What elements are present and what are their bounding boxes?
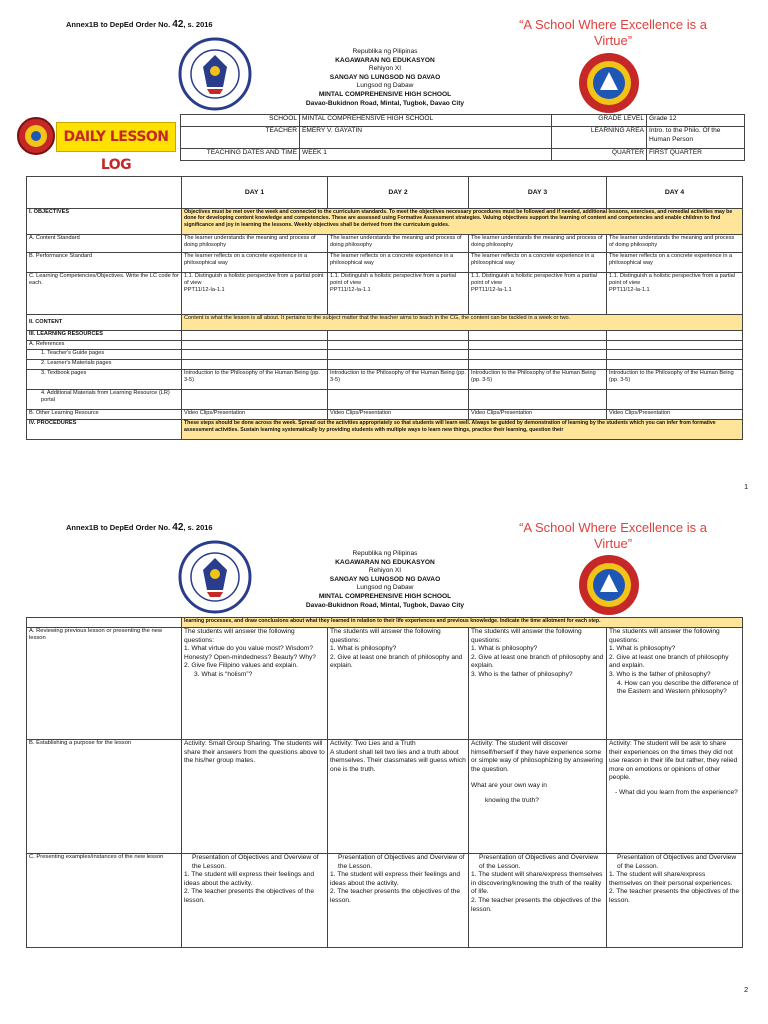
addl-cell (328, 390, 469, 410)
day-1-header: DAY 1 (182, 177, 328, 209)
other-resource-day3: Video Clips/Presentation (469, 410, 607, 420)
content-standard-day4: The learner understands the meaning and process of doing philosophy (607, 235, 743, 253)
reviewing-day1: The students will answer the following questions: 1. What virtue do you value most? Wisdom? Honesty? Open-mindedness? Beauty? Why? 2. Give five Filipino values and explain. 3. What is “holism”? (182, 628, 328, 740)
area-value: Intro. to the Philo. Of the Human Person (647, 127, 745, 149)
textbook-day4: Introduction to the Philosophy of the Human Being (pp. 3-5) (607, 370, 743, 390)
performance-standard-day3: The learner reflects on a concrete experience in a philosophical way (469, 253, 607, 273)
deped-small-seal-icon (16, 116, 56, 156)
presenting-day2: Presentation of Objectives and Overview of the Lesson. 1. The student will express their feelings and ideas about the activity. 2. The teacher presents the objectives of the lesson. (328, 854, 469, 948)
learning-resources-label: III. LEARNING RESOURCES (27, 331, 182, 341)
school-motto: “A School Where Excellence is a Virtue” (519, 17, 707, 48)
lr-cell (182, 331, 328, 341)
ref-cell (469, 341, 607, 350)
teacher-label: TEACHER (181, 127, 300, 149)
reviewing-day3: The students will answer the following questions: 1. What is philosophy? 2. Give at least one branch of philosophy and explain. 3. Who is the father of philosophy? (469, 628, 607, 740)
tg-cell (182, 350, 328, 360)
procedures-table (26, 617, 743, 948)
competencies-label: C. Learning Competencies/Objectives. Write the LC code for each. (27, 273, 182, 315)
header-blank-cell (27, 177, 182, 209)
presenting-day4: Presentation of Objectives and Overview of the Lesson. 1. The student will share/express themselves on their personal experiences. 2. The teacher presents the objectives of the lesson. (607, 854, 743, 948)
ref-cell (607, 341, 743, 350)
purpose-day1: Activity: Small Group Sharing. The students will share their answers from the questions above to the his/her group mates. (182, 740, 328, 854)
blank-cell (27, 618, 182, 628)
purpose-day2: Activity: Two Lies and a Truth A student shall tell two lies and a truth about themselves. Their classmates will guess which one is the truth. (328, 740, 469, 854)
content-note: Content is what the lesson is all about. It pertains to the subject matter that the teacher aims to teach in the CG, the content can be tackled in a week or two. (182, 315, 743, 331)
procedures-note-continued: learning processes, and draw conclusions about what they learned in relation to their life experiences and previous knowledge. Indicate the time allotment for each step. (182, 618, 743, 628)
lm-cell (607, 360, 743, 370)
grade-value: Grade 12 (647, 115, 745, 127)
deped-seal-icon (178, 540, 252, 614)
tg-cell (328, 350, 469, 360)
lr-cell (469, 331, 607, 341)
school-seal-icon (578, 52, 640, 114)
other-resource-day4: Video Clips/Presentation (607, 410, 743, 420)
procedures-note: These steps should be done across the week. Spread out the activities appropriately so that students will learn well. Always be guided by demonstration of learning by the students which you can infer from formative assessment activities. Sustain learning systematically by providing students with multiple ways to learn new things, practice their learning, question their (182, 420, 743, 440)
textbook-day1: Introduction to the Philosophy of the Human Being (pp. 3-5) (182, 370, 328, 390)
additional-materials-label: 4. Additional Materials from Learning Resource (LR) portal (27, 390, 182, 410)
quarter-label: QUARTER (552, 149, 647, 161)
purpose-label: B. Establishing a purpose for the lesson (27, 740, 182, 854)
lm-cell (469, 360, 607, 370)
content-standard-day2: The learner understands the meaning and process of doing philosophy (328, 235, 469, 253)
annex-reference: Annex1B to DepEd Order No. 42, s. 2016 (66, 522, 213, 533)
addl-cell (469, 390, 607, 410)
learners-materials-label: 2. Learner's Materials pages (27, 360, 182, 370)
area-label: LEARNING AREA (552, 127, 647, 149)
addl-cell (607, 390, 743, 410)
addl-cell (182, 390, 328, 410)
dates-label: TEACHING DATES AND TIME (181, 149, 300, 161)
school-label: SCHOOL (181, 115, 300, 127)
deped-seal-icon (178, 37, 252, 111)
purpose-day4: Activity: The student will be ask to share their experiences on the times they did not use reason in their life but rather, they relied more on emotions or opinions of other people. - What did you learn from the experience? (607, 740, 743, 854)
objectives-label: I. OBJECTIVES (27, 209, 182, 235)
competencies-day4: 1.1. Distinguish a holistic perspective from a partial point of view PPT11/12-Ia-1.1 (607, 273, 743, 315)
other-resource-day2: Video Clips/Presentation (328, 410, 469, 420)
textbook-day3: Introduction to the Philosophy of the Human Being (pp. 3-5) (469, 370, 607, 390)
competencies-day2: 1.1. Distinguish a holistic perspective from a partial point of view PPT11/12-Ia-1.1 (328, 273, 469, 315)
quarter-value: FIRST QUARTER (647, 149, 745, 161)
textbook-day2: Introduction to the Philosophy of the Human Being (pp. 3-5) (328, 370, 469, 390)
competencies-day1: 1.1. Distinguish a holistic perspective from a partial point of view PPT11/12-Ia-1.1 (182, 273, 328, 315)
content-standard-day3: The learner understands the meaning and process of doing philosophy (469, 235, 607, 253)
textbook-label: 3. Textbook pages (27, 370, 182, 390)
performance-standard-label: B. Performance Standard (27, 253, 182, 273)
ref-cell (182, 341, 328, 350)
tg-cell (607, 350, 743, 360)
objectives-note: Objectives must be met over the week and connected to the curriculum standards. To meet the objectives necessary procedures must be followed and if needed, additional lessons, exercises, and remedial activities may be done for developing content knowledge and competencies. These are assessed using Formative Assessment strategies. Valuing objectives support the learning of content and competencies and enable children to find significance and joy in learning the lessons. Weekly objectives shall be derived from the curriculum guides. (182, 209, 743, 235)
tg-cell (469, 350, 607, 360)
reviewing-day2: The students will answer the following questions: 1. What is philosophy? 2. Give at least one branch of philosophy and explain. (328, 628, 469, 740)
content-standard-day1: The learner understands the meaning and process of doing philosophy (182, 235, 328, 253)
teacher-value: EMERY V. GAYATIN (300, 127, 552, 149)
competencies-day3: 1.1. Distinguish a holistic perspective from a partial point of view PPT11/12-Ia-1.1 (469, 273, 607, 315)
teachers-guide-label: 1. Teacher's Guide pages (27, 350, 182, 360)
lr-cell (328, 331, 469, 341)
grade-label: GRADE LEVEL (552, 115, 647, 127)
content-standard-label: A. Content Standard (27, 235, 182, 253)
lesson-info-table (180, 114, 745, 161)
other-resource-day1: Video Clips/Presentation (182, 410, 328, 420)
procedures-label: IV. PROCEDURES (27, 420, 182, 440)
presenting-examples-label: C. Presenting examples/instances of the new lesson (27, 854, 182, 948)
ref-cell (328, 341, 469, 350)
day-2-header: DAY 2 (328, 177, 469, 209)
performance-standard-day4: The learner reflects on a concrete experience in a philosophical way (607, 253, 743, 273)
lr-cell (607, 331, 743, 341)
page-number: 2 (744, 985, 749, 994)
presenting-day3: Presentation of Objectives and Overview of the Lesson. 1. The student will share/express themselves in discovering/knowing the truth of the reality of life. 2. The teacher presents the objectives of the lesson. (469, 854, 607, 948)
content-label: II. CONTENT (27, 315, 182, 331)
reviewing-lesson-label: A. Reviewing previous lesson or presenting the new lesson (27, 628, 182, 740)
lesson-log-table (26, 176, 743, 440)
school-header: Republika ng Pilipinas KAGAWARAN NG EDUKASYON Rehiyon XI SANGAY NG LUNGSOD NG DAVAO Lungsod ng Dabaw MINTAL COMPREHENSIVE HIGH SCHOOL Davao-Bukidnon Road, Mintal, Tugbok, Davao City (305, 550, 465, 609)
performance-standard-day2: The learner reflects on a concrete experience in a philosophical way (328, 253, 469, 273)
reviewing-day4: The students will answer the following questions: 1. What is philosophy? 2. Give at least one branch of philosophy and explain. 3. Who is the father of philosophy? 4. How can you describe the difference of the Eastern and Western philosophy? (607, 628, 743, 740)
dates-value: WEEK 1 (300, 149, 552, 161)
school-header: Republika ng Pilipinas KAGAWARAN NG EDUKASYON Rehiyon XI SANGAY NG LUNGSOD NG DAVAO Lungsod ng Dabaw MINTAL COMPREHENSIVE HIGH SCHOOL Davao-Bukidnon Road, Mintal, Tugbok, Davao City (305, 48, 465, 107)
page-number: 1 (744, 482, 749, 491)
lm-cell (328, 360, 469, 370)
annex-reference: Annex1B to DepEd Order No. 42, s. 2016 (66, 19, 213, 30)
other-resource-label: B. Other Learning Resource (27, 410, 182, 420)
school-value: MINTAL COMPREHENSIVE HIGH SCHOOL (300, 115, 552, 127)
presenting-day1: Presentation of Objectives and Overview of the Lesson. 1. The student will express their feelings and ideas about the activity. 2. The teacher presents the objectives of the lesson. (182, 854, 328, 948)
day-3-header: DAY 3 (469, 177, 607, 209)
purpose-day3: Activity: The student will discover himself/herself if they have experience some or simple way of philosophizing by answering the question. What are your own way in knowing the truth? (469, 740, 607, 854)
references-label: A. References (27, 341, 182, 350)
day-4-header: DAY 4 (607, 177, 743, 209)
school-motto: “A School Where Excellence is a Virtue” (519, 520, 707, 551)
daily-lesson-log-banner: DAILY LESSON LOG (56, 122, 176, 152)
school-seal-icon (578, 554, 640, 616)
lm-cell (182, 360, 328, 370)
performance-standard-day1: The learner reflects on a concrete experience in a philosophical way (182, 253, 328, 273)
